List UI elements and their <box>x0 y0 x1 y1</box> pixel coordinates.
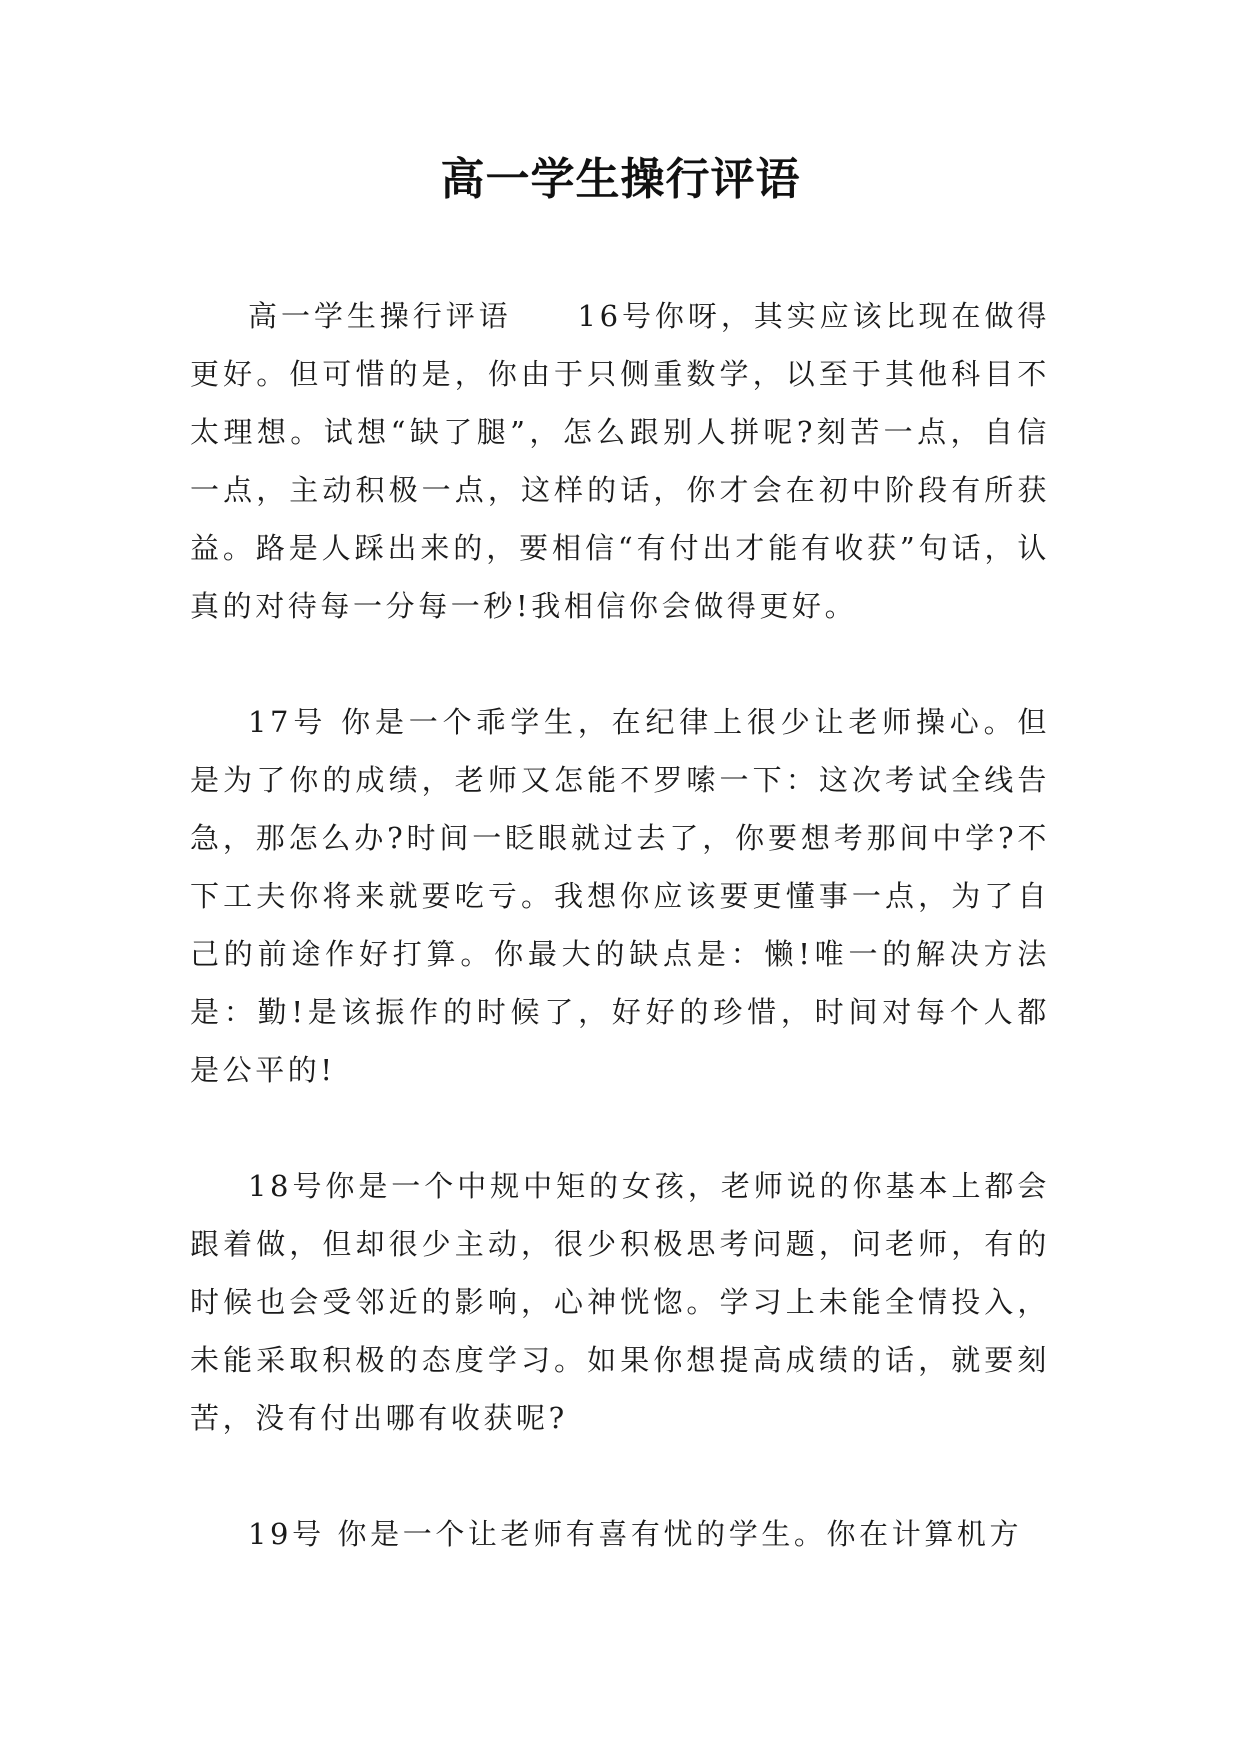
document-body <box>190 287 1050 1563</box>
paragraph-18: 18号你是一个中规中矩的女孩，老师说的你基本上都会跟着做，但却很少主动，很少积极思考问题，问老师，有的时候也会受邻近的影响，心神恍惚。学习上未能全情投入，未能采取积极的态度学习。如果你想提高成绩的话，就要刻苦，没有付出哪有收获呢? <box>190 1169 1050 1435</box>
paragraph-spacer <box>190 635 1050 693</box>
paragraph-17: 17号 你是一个乖学生，在纪律上很少让老师操心。但是为了你的成绩，老师又怎能不罗嗦一下：这次考试全线告急，那怎么办?时间一眨眼就过去了，你要想考那间中学?不下工夫你将来就要吃亏。我想你应该要更懂事一点，为了自己的前途作好打算。你最大的缺点是：懒!唯一的解决方法是：勤!是该振作的时候了，好好的珍惜，时间对每个人都是公平的! <box>190 705 1050 1087</box>
paragraph-spacer <box>190 1447 1050 1505</box>
paragraph-19: 19号 你是一个让老师有喜有忧的学生。你在计算机方 <box>248 1517 1023 1551</box>
document-title: 高一学生操行评语 <box>440 154 801 205</box>
paragraph-16: 高一学生操行评语 16号你呀，其实应该比现在做得更好。但可惜的是，你由于只侧重数学，以至于其他科目不太理想。试想“缺了腿”，怎么跟别人拼呢?刻苦一点，自信一点，主动积极一点，这样的话，你才会在初中阶段有所获益。路是人踩出来的，要相信“有付出才能有收获”句话，认真的对待每一分每一秒!我相信你会做得更好。 <box>190 299 1050 623</box>
paragraph-spacer <box>190 1099 1050 1157</box>
